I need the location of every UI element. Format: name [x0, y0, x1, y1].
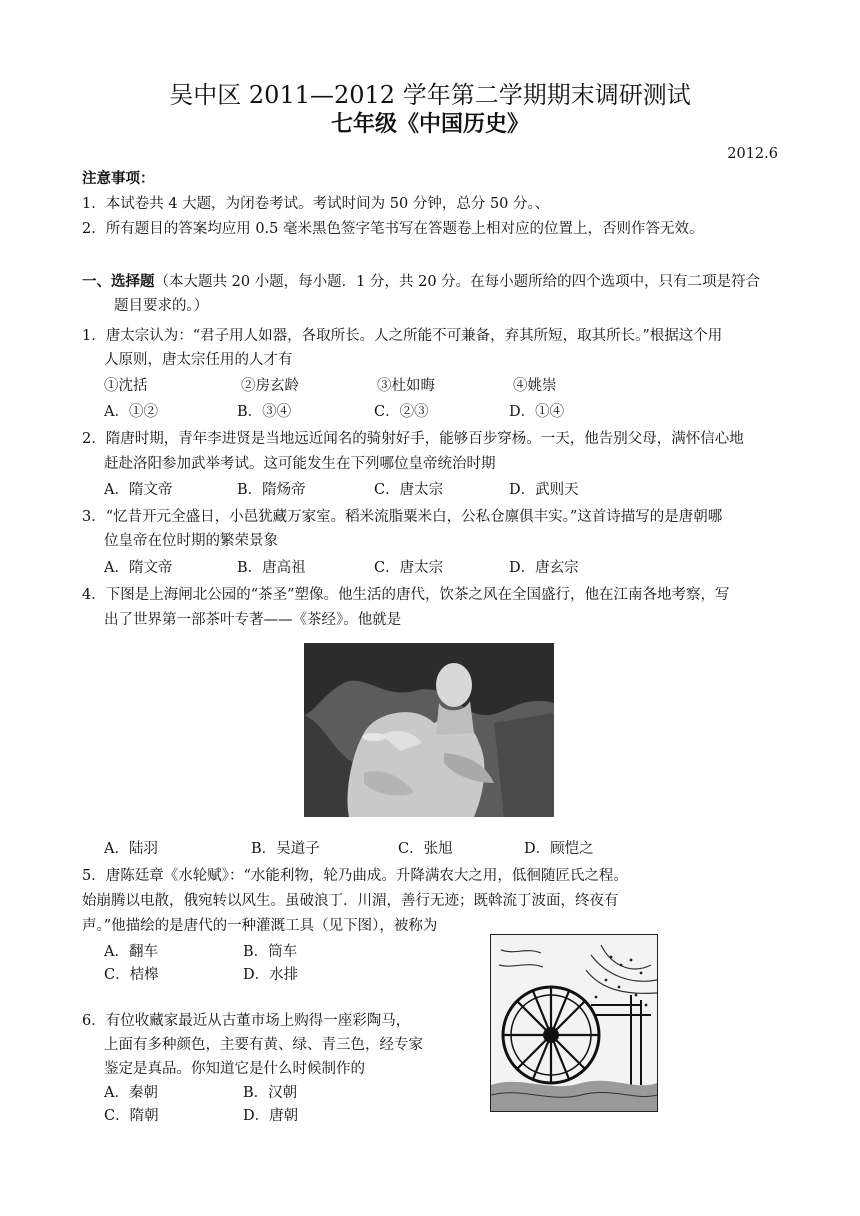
water-wheel-illustration	[490, 934, 658, 1112]
q2-option-a[interactable]: A．隋文帝	[104, 482, 173, 498]
question-4-line: 出了世界第一部茶叶专著——《茶经》。他就是	[104, 612, 402, 628]
question-5-line: 始崩腾以电散，俄宛转以风生。虽破浪丁．川湄，善行无迹；既斡流丁波面，终夜有	[82, 893, 619, 909]
section-heading: 一、选择题	[82, 273, 155, 290]
q2-option-b[interactable]: B．隋炀帝	[237, 482, 306, 498]
q4-option-b[interactable]: B．吴道子	[251, 841, 320, 857]
notice-item: 2．所有题目的答案均应用 0.5 毫米黑色签字笔书写在答题卷上相对应的位置上，否则作答无效。	[82, 221, 704, 237]
section-description-cont: 题目要求的。）	[114, 298, 209, 314]
q6-option-d[interactable]: D．唐朝	[243, 1108, 299, 1124]
q1-option-b[interactable]: B．③④	[237, 404, 292, 420]
q5-option-d[interactable]: D．水排	[243, 967, 299, 983]
q5-option-b[interactable]: B．筒车	[243, 944, 298, 960]
q3-option-a[interactable]: A．隋文帝	[104, 560, 173, 576]
notice-item: 1．本试卷共 4 大题，为闭卷考试。考试时间为 50 分钟，总分 50 分。、	[82, 196, 550, 212]
question-6-line: 上面有多种颜色，主要有黄、绿、青三色，经专家	[104, 1037, 423, 1053]
q5-option-c[interactable]: C．桔槔	[104, 967, 159, 983]
q2-option-c[interactable]: C．唐太宗	[374, 482, 444, 498]
q3-option-c[interactable]: C．唐太宗	[374, 560, 444, 576]
q4-option-d[interactable]: D．顾恺之	[524, 841, 594, 857]
q1-item: ③杜如晦	[377, 378, 435, 394]
question-2-line: 赶赴洛阳参加武举考试。这可能发生在下列哪位皇帝统治时期	[104, 456, 496, 472]
question-4-line: 4．下图是上海闸北公园的“茶圣”塑像。他生活的唐代，饮茶之风在全国盛行，他在江南各地考察，写	[82, 587, 730, 603]
q1-item: ②房玄龄	[241, 378, 299, 394]
q4-option-a[interactable]: A．陆羽	[104, 841, 158, 857]
q1-item: ④姚崇	[513, 378, 557, 394]
question-5-line: 声。”他描绘的是唐代的一种灌溉工具（见下图），被称为	[82, 918, 438, 934]
question-5-line: 5．唐陈廷章《水轮赋》：“水能利物，轮乃曲成。升降满农大之用，低徊随匠氏之程。	[82, 868, 628, 884]
tea-sage-statue-photo	[304, 643, 554, 817]
question-2-line: 2．隋唐时期，青年李进贤是当地远近闻名的骑射好手，能够百步穿杨。一天，他告别父母，满怀信心地	[82, 431, 744, 447]
q1-item: ①沈括	[104, 378, 148, 394]
q4-option-c[interactable]: C．张旭	[398, 841, 453, 857]
question-6-line: 6．有位收藏家最近从古董市场上购得一座彩陶马，	[82, 1013, 411, 1029]
q5-option-a[interactable]: A．翻车	[104, 944, 158, 960]
q6-option-c[interactable]: C．隋朝	[104, 1108, 159, 1124]
q2-option-d[interactable]: D．武则天	[509, 482, 579, 498]
q1-option-a[interactable]: A．①②	[104, 404, 158, 420]
q3-option-d[interactable]: D．唐玄宗	[509, 560, 579, 576]
question-6-line: 鉴定是真品。你知道它是什么时候制作的	[104, 1061, 365, 1077]
q3-option-b[interactable]: B．唐高祖	[237, 560, 306, 576]
q6-option-a[interactable]: A．秦朝	[104, 1085, 158, 1101]
question-3-line: 3．“忆昔开元全盛日，小邑犹藏万家室。稻米流脂粟米白，公私仓廪俱丰实。”这首诗描写的是唐朝哪	[82, 509, 723, 525]
notice-heading: 注意事项：	[82, 170, 155, 187]
section-description: （本大题共 20 小题，每小题．1 分，共 20 分。在每小题所给的四个选项中，只有二项是符合	[154, 274, 761, 290]
question-3-line: 位皇帝在位时期的繁荣景象	[104, 533, 278, 549]
q1-option-d[interactable]: D．①④	[509, 404, 565, 420]
exam-title: 吴中区 2011—2012 学年第二学期期末调研测试	[169, 81, 691, 109]
section-heading-line	[82, 270, 760, 294]
exam-date: 2012.6	[727, 146, 778, 162]
exam-subtitle: 七年级《中国历史》	[330, 111, 529, 137]
question-1-line: 1．唐太宗认为：“君子用人如器，各取所长。人之所能不可兼备，弃其所短，取其所长。”根据这个用	[82, 328, 723, 344]
question-1-line: 人原则，唐太宗任用的人才有	[104, 352, 293, 368]
q6-option-b[interactable]: B．汉朝	[243, 1085, 298, 1101]
q1-option-c[interactable]: C．②③	[374, 404, 429, 420]
